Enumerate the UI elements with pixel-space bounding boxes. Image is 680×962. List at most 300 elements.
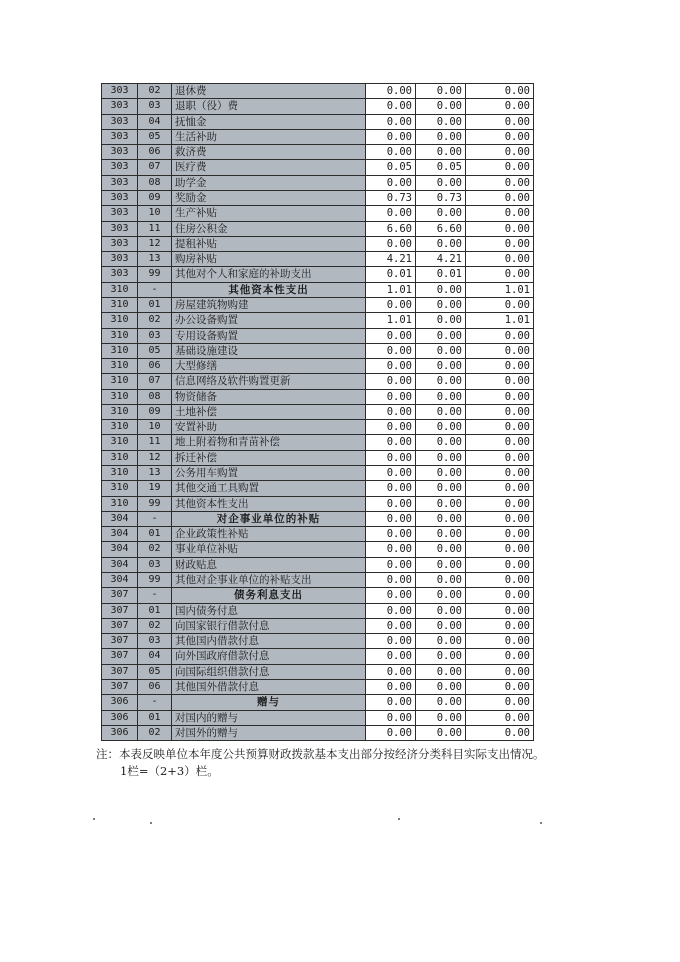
basic-personnel-cell: 0.00	[416, 389, 466, 404]
table-row	[102, 114, 534, 129]
item-name-cell: 企业政策性补贴	[172, 527, 366, 542]
basic-personnel-cell: 6.60	[416, 221, 466, 236]
total-cell: 0.00	[366, 450, 416, 465]
basic-personnel-cell: 0.00	[416, 710, 466, 725]
total-cell: 0.00	[366, 420, 416, 435]
basic-public-cell: 0.00	[466, 190, 534, 205]
basic-personnel-cell: 0.00	[416, 725, 466, 740]
category-code-cell: 310	[102, 450, 138, 465]
total-cell: 0.00	[366, 496, 416, 511]
basic-personnel-cell: 0.00	[416, 206, 466, 221]
basic-personnel-cell: 0.00	[416, 634, 466, 649]
total-cell: 0.00	[366, 236, 416, 251]
basic-public-cell: 0.00	[466, 359, 534, 374]
item-name-cell: 土地补偿	[172, 404, 366, 419]
total-cell: 0.00	[366, 649, 416, 664]
item-name-cell: 国内债务付息	[172, 603, 366, 618]
item-name-cell: 信息网络及软件购置更新	[172, 374, 366, 389]
category-code-cell: 310	[102, 343, 138, 358]
basic-public-cell: 0.00	[466, 511, 534, 526]
expenditure-table	[101, 83, 534, 741]
category-code-cell: 307	[102, 634, 138, 649]
basic-public-cell: 0.00	[466, 236, 534, 251]
item-name-cell: 其他对企事业单位的补贴支出	[172, 573, 366, 588]
table-row	[102, 84, 534, 99]
item-code-cell: 04	[138, 649, 172, 664]
category-code-cell: 310	[102, 313, 138, 328]
item-name-cell: 助学金	[172, 175, 366, 190]
item-code-cell: 06	[138, 145, 172, 160]
category-code-cell: 303	[102, 160, 138, 175]
table-row	[102, 542, 534, 557]
category-code-cell: 303	[102, 252, 138, 267]
basic-personnel-cell: 0.00	[416, 114, 466, 129]
item-name-cell: 其他资本性支出	[172, 496, 366, 511]
item-name-cell: 其他国内借款付息	[172, 634, 366, 649]
basic-public-cell: 0.00	[466, 160, 534, 175]
footnote	[96, 746, 545, 780]
total-cell: 0.05	[366, 160, 416, 175]
category-code-cell: 303	[102, 84, 138, 99]
item-code-cell: 08	[138, 389, 172, 404]
item-code-cell: 99	[138, 496, 172, 511]
item-code-cell: 03	[138, 328, 172, 343]
item-code-cell: 03	[138, 557, 172, 572]
category-code-cell: 307	[102, 664, 138, 679]
table-row	[102, 359, 534, 374]
basic-personnel-cell: 0.01	[416, 267, 466, 282]
basic-personnel-cell: 0.00	[416, 481, 466, 496]
table-row	[102, 527, 534, 542]
item-code-cell: 10	[138, 206, 172, 221]
basic-public-cell: 0.00	[466, 542, 534, 557]
basic-personnel-cell: 0.00	[416, 618, 466, 633]
total-cell: 0.00	[366, 359, 416, 374]
category-code-cell: 310	[102, 328, 138, 343]
total-cell: 4.21	[366, 252, 416, 267]
category-code-cell: 303	[102, 99, 138, 114]
total-cell: 0.00	[366, 297, 416, 312]
scan-speck	[540, 822, 542, 824]
item-code-cell: -	[138, 282, 172, 297]
item-code-cell: 10	[138, 420, 172, 435]
basic-public-cell: 0.00	[466, 557, 534, 572]
table-row	[102, 557, 534, 572]
item-code-cell: 02	[138, 618, 172, 633]
basic-public-cell: 0.00	[466, 99, 534, 114]
category-code-cell: 304	[102, 511, 138, 526]
basic-public-cell: 0.00	[466, 343, 534, 358]
total-cell: 0.00	[366, 99, 416, 114]
total-cell: 0.00	[366, 725, 416, 740]
item-name-cell: 购房补贴	[172, 252, 366, 267]
total-cell: 0.00	[366, 573, 416, 588]
table-row	[102, 145, 534, 160]
table-row	[102, 634, 534, 649]
item-code-cell: 13	[138, 252, 172, 267]
basic-personnel-cell: 0.00	[416, 404, 466, 419]
item-name-cell: 房屋建筑物购建	[172, 297, 366, 312]
item-code-cell: -	[138, 511, 172, 526]
category-code-cell: 310	[102, 297, 138, 312]
basic-personnel-cell: 4.21	[416, 252, 466, 267]
basic-personnel-cell: 0.00	[416, 282, 466, 297]
table-row	[102, 725, 534, 740]
basic-public-cell: 0.00	[466, 481, 534, 496]
table-row	[102, 99, 534, 114]
item-name-cell: 拆迁补偿	[172, 450, 366, 465]
table-row	[102, 710, 534, 725]
basic-personnel-cell: 0.00	[416, 450, 466, 465]
table-row	[102, 313, 534, 328]
item-code-cell: 11	[138, 221, 172, 236]
item-code-cell: 05	[138, 664, 172, 679]
table-row	[102, 206, 534, 221]
basic-public-cell: 0.00	[466, 618, 534, 633]
basic-personnel-cell: 0.00	[416, 435, 466, 450]
item-name-cell: 医疗费	[172, 160, 366, 175]
category-code-cell: 310	[102, 496, 138, 511]
basic-personnel-cell: 0.00	[416, 679, 466, 694]
item-code-cell: 09	[138, 404, 172, 419]
item-name-cell: 退职（役）费	[172, 99, 366, 114]
item-name-cell: 对国外的赠与	[172, 725, 366, 740]
table-row	[102, 496, 534, 511]
category-code-cell: 307	[102, 679, 138, 694]
basic-public-cell: 0.00	[466, 710, 534, 725]
footnote-line-1: 注：本表反映单位本年度公共预算财政拨款基本支出部分按经济分类科目实际支出情况。	[96, 747, 545, 761]
basic-personnel-cell: 0.00	[416, 649, 466, 664]
basic-personnel-cell: 0.00	[416, 466, 466, 481]
item-code-cell: 07	[138, 160, 172, 175]
basic-public-cell: 0.00	[466, 435, 534, 450]
basic-public-cell: 0.00	[466, 404, 534, 419]
total-cell: 0.00	[366, 404, 416, 419]
item-name-cell: 公务用车购置	[172, 466, 366, 481]
item-code-cell: 12	[138, 450, 172, 465]
item-code-cell: 06	[138, 359, 172, 374]
total-cell: 0.73	[366, 190, 416, 205]
total-cell: 0.00	[366, 695, 416, 710]
basic-public-cell: 0.00	[466, 679, 534, 694]
total-cell: 0.00	[366, 618, 416, 633]
basic-personnel-cell: 0.00	[416, 557, 466, 572]
total-cell: 0.00	[366, 603, 416, 618]
basic-public-cell: 0.00	[466, 634, 534, 649]
item-name-cell: 对企事业单位的补贴	[172, 511, 366, 526]
table-row	[102, 435, 534, 450]
total-cell: 0.00	[366, 114, 416, 129]
item-code-cell: 07	[138, 374, 172, 389]
total-cell: 0.00	[366, 389, 416, 404]
category-code-cell: 310	[102, 282, 138, 297]
basic-personnel-cell: 0.73	[416, 190, 466, 205]
basic-personnel-cell: 0.00	[416, 359, 466, 374]
scan-speck	[93, 818, 95, 820]
item-code-cell: -	[138, 695, 172, 710]
item-name-cell: 对国内的赠与	[172, 710, 366, 725]
item-code-cell: 13	[138, 466, 172, 481]
total-cell: 0.00	[366, 145, 416, 160]
basic-public-cell: 0.00	[466, 252, 534, 267]
item-code-cell: 19	[138, 481, 172, 496]
table-heading-row	[102, 588, 534, 603]
category-code-cell: 310	[102, 374, 138, 389]
scan-speck	[398, 818, 400, 820]
table-row	[102, 236, 534, 251]
total-cell: 0.00	[366, 542, 416, 557]
item-name-cell: 生活补助	[172, 129, 366, 144]
category-code-cell: 310	[102, 435, 138, 450]
table-row	[102, 481, 534, 496]
item-code-cell: 02	[138, 542, 172, 557]
basic-public-cell: 0.00	[466, 206, 534, 221]
total-cell: 0.00	[366, 175, 416, 190]
item-code-cell: 02	[138, 725, 172, 740]
item-code-cell: 99	[138, 573, 172, 588]
basic-personnel-cell: 0.00	[416, 129, 466, 144]
item-name-cell: 向外国政府借款付息	[172, 649, 366, 664]
item-name-cell: 其他对个人和家庭的补助支出	[172, 267, 366, 282]
basic-public-cell: 0.00	[466, 297, 534, 312]
item-name-cell: 住房公积金	[172, 221, 366, 236]
table-row	[102, 420, 534, 435]
item-code-cell: 01	[138, 527, 172, 542]
category-code-cell: 310	[102, 359, 138, 374]
basic-personnel-cell: 0.00	[416, 297, 466, 312]
basic-personnel-cell: 0.00	[416, 145, 466, 160]
basic-public-cell: 0.00	[466, 527, 534, 542]
category-code-cell: 306	[102, 695, 138, 710]
basic-public-cell: 0.00	[466, 114, 534, 129]
basic-public-cell: 0.00	[466, 725, 534, 740]
category-code-cell: 303	[102, 175, 138, 190]
item-code-cell: 05	[138, 343, 172, 358]
item-name-cell: 安置补助	[172, 420, 366, 435]
table-row	[102, 618, 534, 633]
item-name-cell: 基础设施建设	[172, 343, 366, 358]
item-code-cell: 08	[138, 175, 172, 190]
item-name-cell: 向国际组织借款付息	[172, 664, 366, 679]
item-name-cell: 提租补贴	[172, 236, 366, 251]
total-cell: 0.00	[366, 129, 416, 144]
table-row	[102, 573, 534, 588]
scan-speck	[150, 822, 152, 824]
basic-personnel-cell: 0.00	[416, 420, 466, 435]
table-row	[102, 252, 534, 267]
total-cell: 0.00	[366, 481, 416, 496]
item-name-cell: 救济费	[172, 145, 366, 160]
table-row	[102, 664, 534, 679]
item-name-cell: 办公设备购置	[172, 313, 366, 328]
basic-public-cell: 0.00	[466, 573, 534, 588]
category-code-cell: 307	[102, 588, 138, 603]
item-code-cell: 05	[138, 129, 172, 144]
category-code-cell: 303	[102, 145, 138, 160]
category-code-cell: 310	[102, 389, 138, 404]
category-code-cell: 310	[102, 420, 138, 435]
table-heading-row	[102, 695, 534, 710]
total-cell: 0.00	[366, 634, 416, 649]
item-name-cell: 物资储备	[172, 389, 366, 404]
category-code-cell: 303	[102, 236, 138, 251]
item-code-cell: 12	[138, 236, 172, 251]
total-cell: 0.00	[366, 435, 416, 450]
category-code-cell: 303	[102, 114, 138, 129]
table-row	[102, 603, 534, 618]
total-cell: 0.00	[366, 557, 416, 572]
item-name-cell: 生产补贴	[172, 206, 366, 221]
basic-personnel-cell: 0.00	[416, 343, 466, 358]
basic-personnel-cell: 0.00	[416, 603, 466, 618]
footnote-line-2: 1栏=（2+3）栏。	[120, 764, 219, 778]
table-row	[102, 389, 534, 404]
category-code-cell: 310	[102, 466, 138, 481]
total-cell: 0.00	[366, 664, 416, 679]
basic-personnel-cell: 0.00	[416, 84, 466, 99]
table-row	[102, 466, 534, 481]
table-row	[102, 267, 534, 282]
total-cell: 0.00	[366, 206, 416, 221]
total-cell: 0.00	[366, 343, 416, 358]
basic-personnel-cell: 0.05	[416, 160, 466, 175]
basic-personnel-cell: 0.00	[416, 328, 466, 343]
category-code-cell: 304	[102, 542, 138, 557]
item-name-cell: 大型修缮	[172, 359, 366, 374]
category-code-cell: 310	[102, 481, 138, 496]
category-code-cell: 310	[102, 404, 138, 419]
basic-personnel-cell: 0.00	[416, 695, 466, 710]
category-code-cell: 303	[102, 206, 138, 221]
item-name-cell: 债务利息支出	[172, 588, 366, 603]
item-name-cell: 地上附着物和青苗补偿	[172, 435, 366, 450]
item-name-cell: 向国家银行借款付息	[172, 618, 366, 633]
item-code-cell: 01	[138, 297, 172, 312]
total-cell: 0.00	[366, 710, 416, 725]
basic-public-cell: 0.00	[466, 389, 534, 404]
category-code-cell: 306	[102, 725, 138, 740]
basic-public-cell: 0.00	[466, 496, 534, 511]
item-code-cell: 99	[138, 267, 172, 282]
total-cell: 0.00	[366, 588, 416, 603]
basic-public-cell: 0.00	[466, 129, 534, 144]
item-code-cell: 06	[138, 679, 172, 694]
basic-public-cell: 0.00	[466, 328, 534, 343]
item-name-cell: 专用设备购置	[172, 328, 366, 343]
basic-public-cell: 0.00	[466, 374, 534, 389]
basic-public-cell: 0.00	[466, 420, 534, 435]
basic-public-cell: 0.00	[466, 695, 534, 710]
category-code-cell: 304	[102, 527, 138, 542]
table-row	[102, 679, 534, 694]
total-cell: 0.00	[366, 511, 416, 526]
table-heading-row	[102, 282, 534, 297]
basic-public-cell: 0.00	[466, 175, 534, 190]
basic-public-cell: 1.01	[466, 282, 534, 297]
total-cell: 0.01	[366, 267, 416, 282]
item-code-cell: 09	[138, 190, 172, 205]
item-name-cell: 抚恤金	[172, 114, 366, 129]
total-cell: 1.01	[366, 313, 416, 328]
table-row	[102, 175, 534, 190]
total-cell: 1.01	[366, 282, 416, 297]
table-row	[102, 160, 534, 175]
item-name-cell: 事业单位补贴	[172, 542, 366, 557]
item-name-cell: 财政贴息	[172, 557, 366, 572]
basic-public-cell: 0.00	[466, 588, 534, 603]
basic-personnel-cell: 0.00	[416, 313, 466, 328]
total-cell: 0.00	[366, 84, 416, 99]
category-code-cell: 306	[102, 710, 138, 725]
item-code-cell: 02	[138, 313, 172, 328]
item-code-cell: 04	[138, 114, 172, 129]
basic-public-cell: 0.00	[466, 145, 534, 160]
basic-public-cell: 0.00	[466, 466, 534, 481]
table-row	[102, 297, 534, 312]
table-row	[102, 374, 534, 389]
table-row	[102, 129, 534, 144]
total-cell: 0.00	[366, 527, 416, 542]
category-code-cell: 304	[102, 573, 138, 588]
category-code-cell: 303	[102, 267, 138, 282]
basic-public-cell: 0.00	[466, 450, 534, 465]
table-row	[102, 343, 534, 358]
item-code-cell: 03	[138, 99, 172, 114]
table-body	[102, 84, 534, 741]
basic-public-cell: 1.01	[466, 313, 534, 328]
basic-public-cell: 0.00	[466, 649, 534, 664]
category-code-cell: 303	[102, 221, 138, 236]
item-name-cell: 其他资本性支出	[172, 282, 366, 297]
basic-personnel-cell: 0.00	[416, 496, 466, 511]
basic-public-cell: 0.00	[466, 267, 534, 282]
total-cell: 0.00	[366, 679, 416, 694]
category-code-cell: 307	[102, 649, 138, 664]
basic-personnel-cell: 0.00	[416, 374, 466, 389]
category-code-cell: 307	[102, 603, 138, 618]
basic-public-cell: 0.00	[466, 603, 534, 618]
table-row	[102, 649, 534, 664]
item-name-cell: 奖励金	[172, 190, 366, 205]
total-cell: 0.00	[366, 328, 416, 343]
table-row	[102, 450, 534, 465]
basic-public-cell: 0.00	[466, 84, 534, 99]
category-code-cell: 303	[102, 190, 138, 205]
basic-personnel-cell: 0.00	[416, 511, 466, 526]
basic-personnel-cell: 0.00	[416, 99, 466, 114]
item-name-cell: 赠与	[172, 695, 366, 710]
basic-personnel-cell: 0.00	[416, 588, 466, 603]
basic-public-cell: 0.00	[466, 221, 534, 236]
category-code-cell: 303	[102, 129, 138, 144]
category-code-cell: 307	[102, 618, 138, 633]
table-row	[102, 404, 534, 419]
item-code-cell: 01	[138, 603, 172, 618]
item-code-cell: 11	[138, 435, 172, 450]
item-name-cell: 退休费	[172, 84, 366, 99]
category-code-cell: 304	[102, 557, 138, 572]
basic-personnel-cell: 0.00	[416, 573, 466, 588]
table-row	[102, 328, 534, 343]
table-row	[102, 190, 534, 205]
basic-personnel-cell: 0.00	[416, 527, 466, 542]
item-name-cell: 其他交通工具购置	[172, 481, 366, 496]
basic-personnel-cell: 0.00	[416, 542, 466, 557]
basic-personnel-cell: 0.00	[416, 664, 466, 679]
item-code-cell: 02	[138, 84, 172, 99]
total-cell: 0.00	[366, 374, 416, 389]
item-name-cell: 其他国外借款付息	[172, 679, 366, 694]
